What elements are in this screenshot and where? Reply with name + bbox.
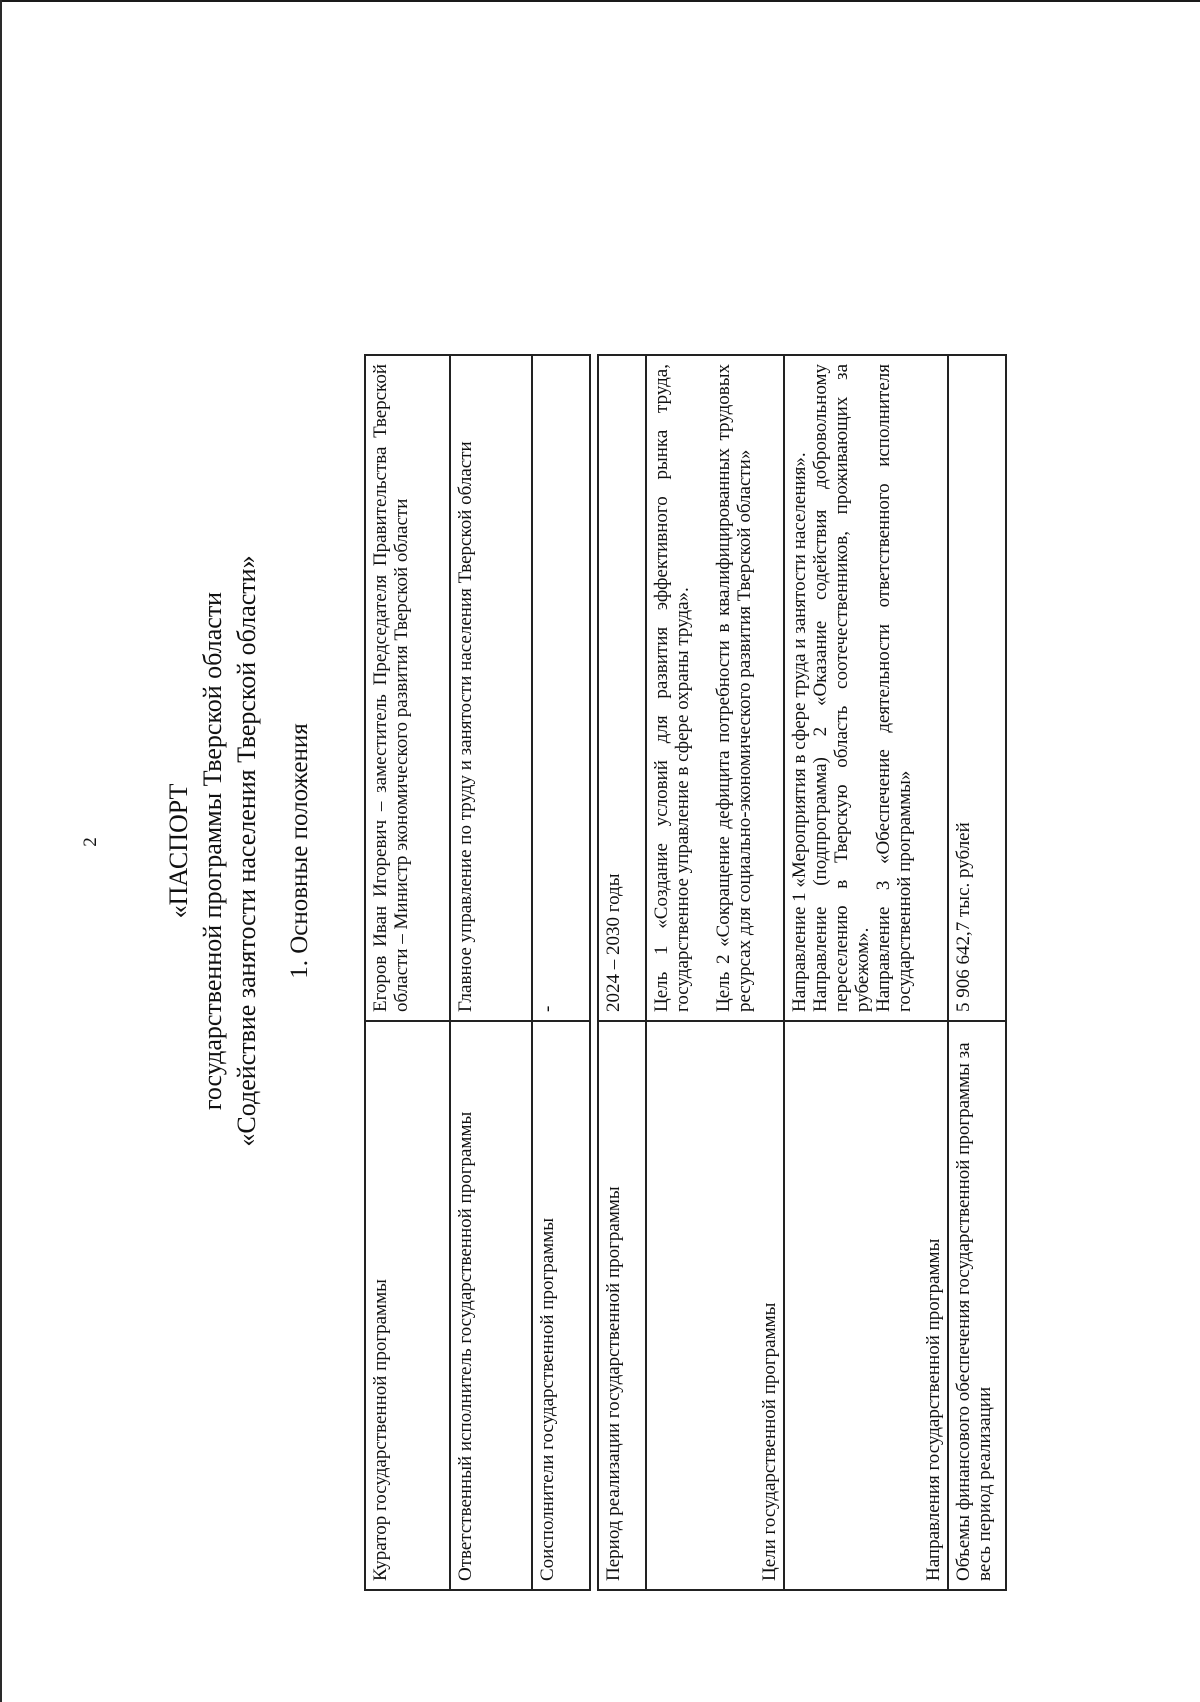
- direction-2: Направление (подпрограмма) 2 «Оказание содействия добровольному переселению в Тверскую область соотечественников, проживающих за рубежом».: [810, 364, 873, 1012]
- table-row: [646, 355, 784, 1590]
- goals-label: Цели государственной программы: [646, 1021, 784, 1590]
- page-number: 2: [80, 837, 101, 847]
- period-value: 2024 – 2030 годы: [598, 355, 646, 1021]
- directions-value: [784, 355, 948, 1021]
- executor-value: Главное управление по труду и занятости населения Тверской области: [450, 355, 532, 1021]
- responsibility-table: [364, 354, 591, 1591]
- table-row: [598, 355, 646, 1590]
- document-title-line2: государственной программы Тверской области: [198, 591, 227, 1111]
- section-title: 1. Основные положения: [286, 723, 313, 979]
- executor-label: Ответственный исполнитель государственной программы: [450, 1021, 532, 1590]
- table-row: [948, 355, 1006, 1590]
- goals-value: [646, 355, 784, 1021]
- curator-label: Куратор государственной программы: [365, 1021, 450, 1590]
- direction-1: Направление 1 «Мероприятия в сфере труда и занятости населения».: [789, 452, 810, 1012]
- period-label: Период реализации государственной программы: [598, 1021, 646, 1590]
- directions-label: Направления государственной программы: [784, 1021, 948, 1590]
- funding-label: Объемы финансового обеспечения государственной программы за весь период реализации: [948, 1021, 1006, 1590]
- direction-3: Направление 3 «Обеспечение деятельности ответственного исполнителя государственной программы»: [873, 364, 915, 1012]
- table-row: [532, 355, 590, 1590]
- goal-2: Цель 2 «Сокращение дефицита потребности в квалифицированных трудовых ресурсах для социально-экономического развития Тверской области»: [713, 364, 755, 1012]
- curator-value: Егоров Иван Игоревич – заместитель Председателя Правительства Тверской области – Министр экономического развития Тверской области: [365, 355, 450, 1021]
- co-executors-label: Соисполнители государственной программы: [532, 1021, 590, 1590]
- table-row: [365, 355, 450, 1590]
- funding-value: 5 906 642,7 тыс. рублей: [948, 355, 1006, 1021]
- goal-1: Цель 1 «Создание условий для развития эффективного рынка труда, государственное управление в сфере охраны труда».: [651, 364, 693, 1012]
- co-executors-value: -: [532, 355, 590, 1021]
- table-row: [450, 355, 532, 1590]
- table-row: [784, 355, 948, 1590]
- document-title-line1: «ПАСПОРТ: [164, 783, 193, 919]
- program-parameters-table: [597, 354, 1007, 1591]
- paragraph-gap: [693, 364, 713, 1012]
- document-title-line3: «Содействие занятости населения Тверской области»: [232, 555, 261, 1147]
